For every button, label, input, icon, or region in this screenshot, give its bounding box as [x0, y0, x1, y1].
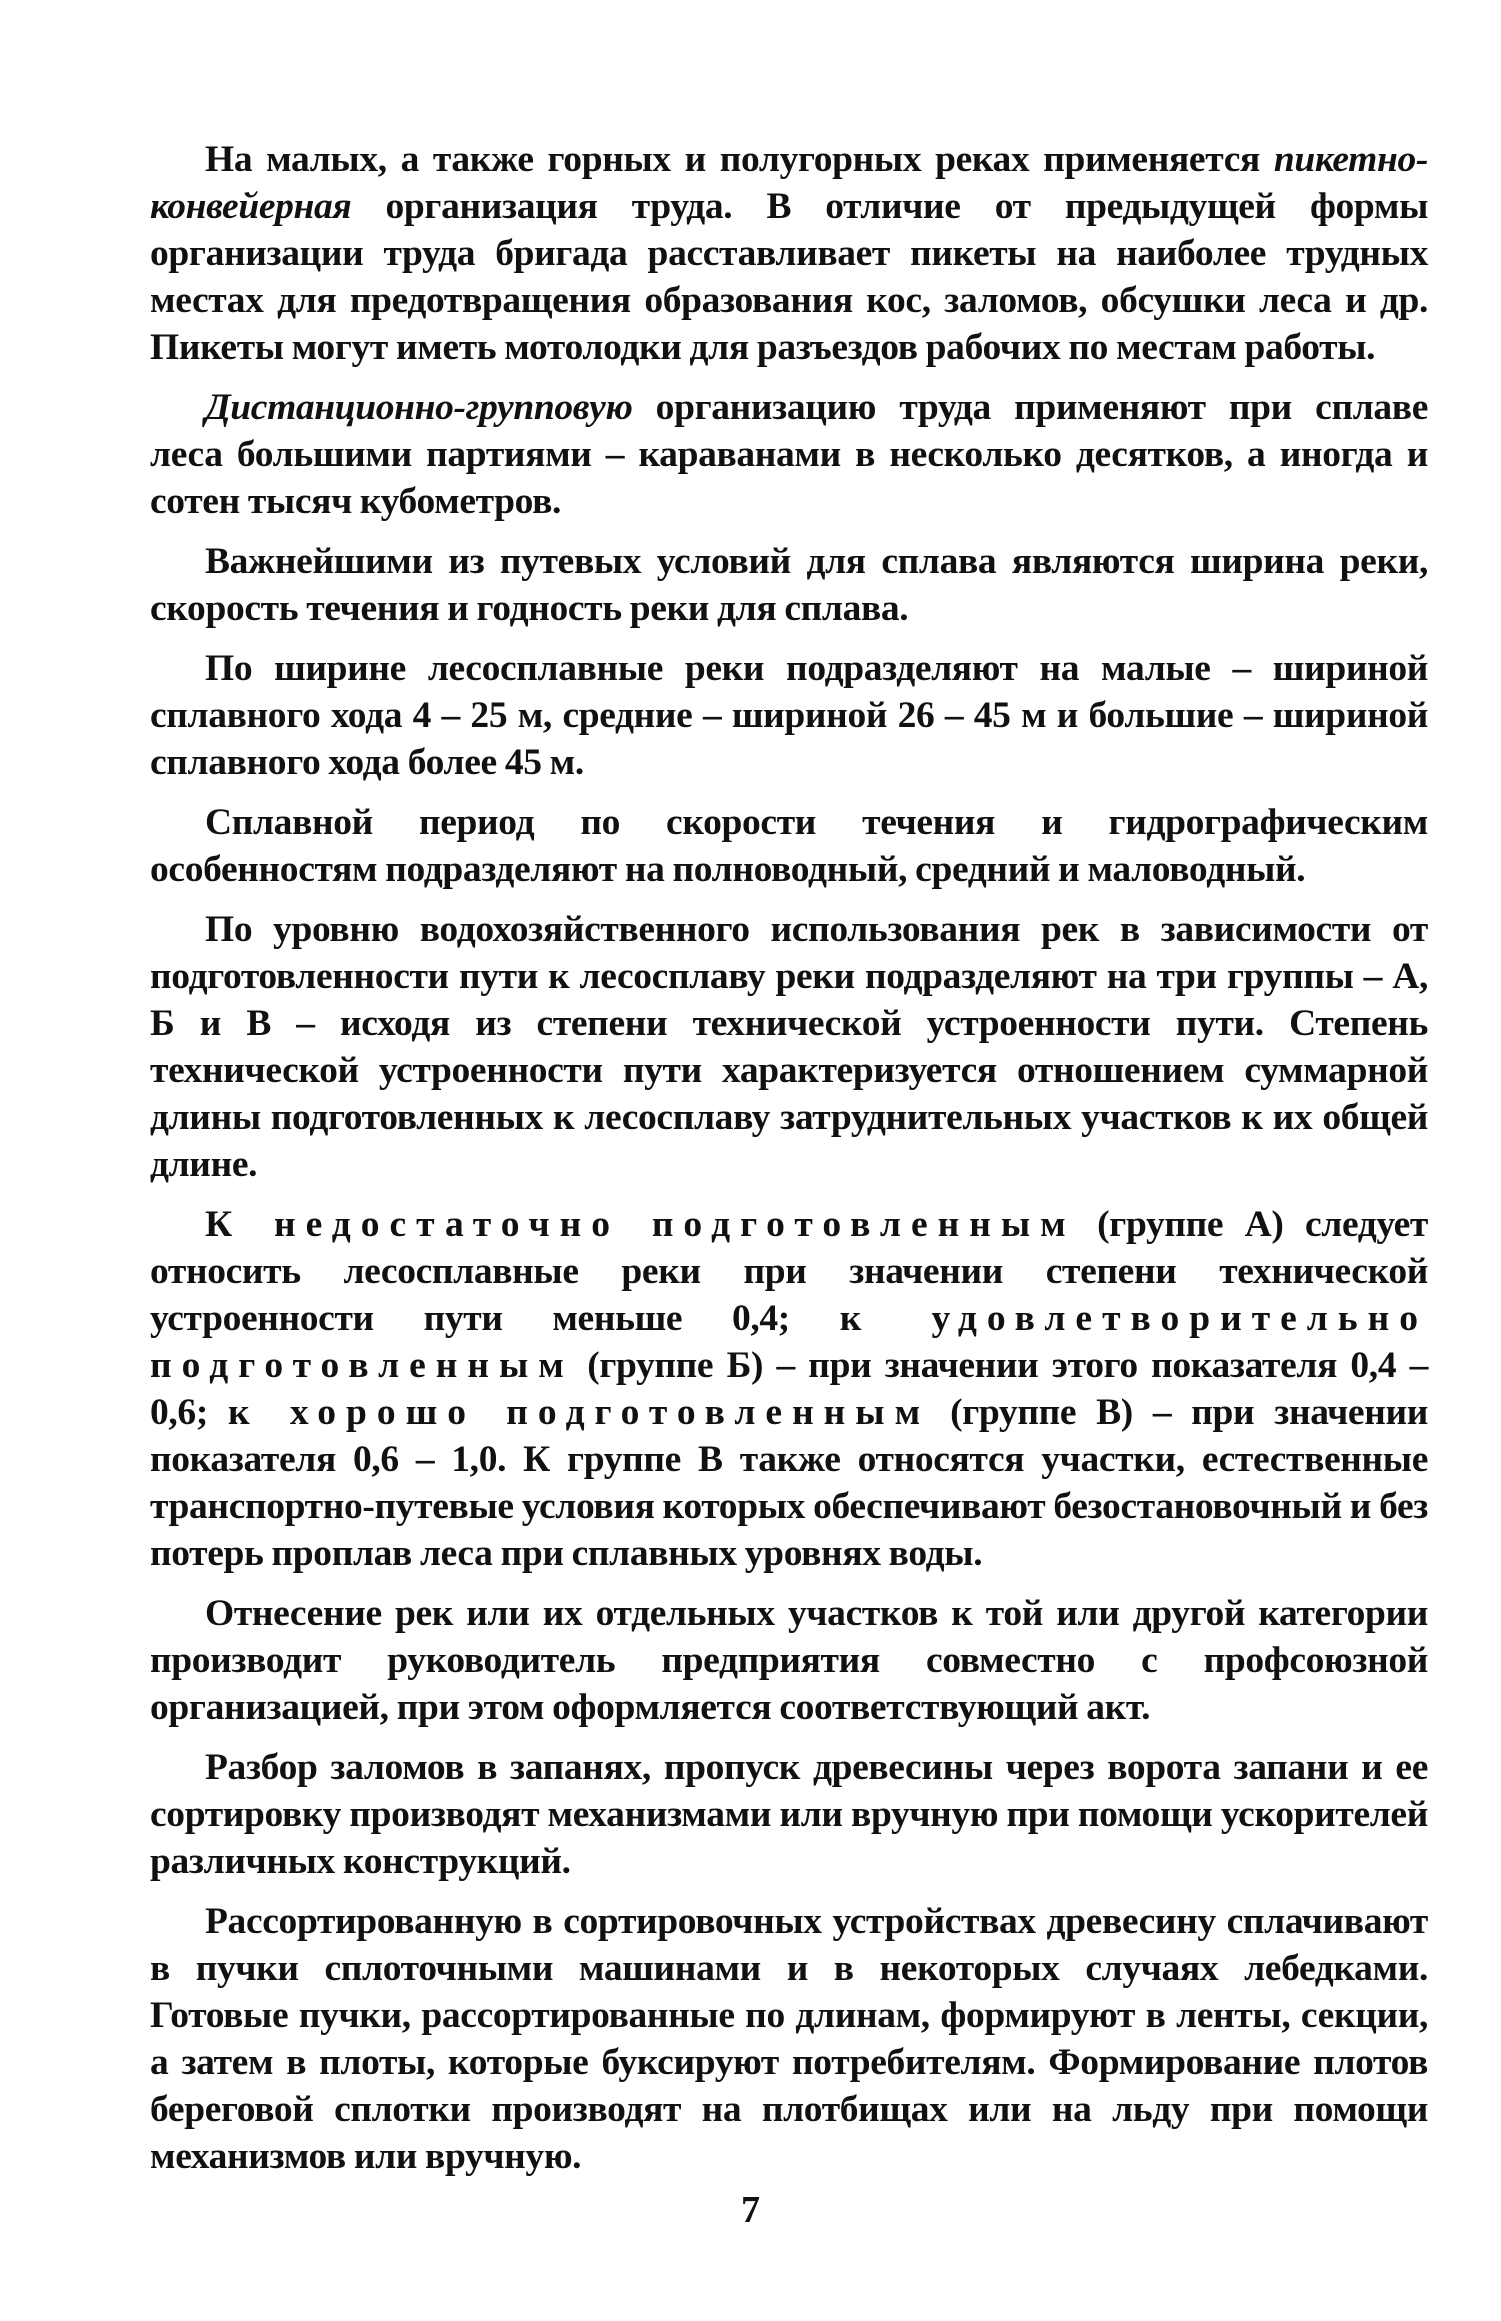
paragraph-3: Важнейшими из путевых условий для сплава являются ширина реки, скорость течения и годность реки для сплава.: [150, 541, 1428, 629]
paragraph-7-part-3: (группе В) – при значении показателя 0,6 – 1,0. К группе В также относятся участки, естественные транспортно-путевые условия которых обеспечивают безостановочный и без потерь проплав леса при сплавных уровнях воды.: [150, 1392, 1428, 1574]
paragraph-1-start: На малых, а также горных и полугорных реках применяется: [205, 139, 1274, 180]
paragraph-4: По ширине лесосплавные реки подразделяют на малые – шириной сплавного хода 4 – 25 м, средние – шириной 26 – 45 м и большие – шириной сплавного хода более 45 м.: [150, 648, 1428, 783]
paragraph-2-rest: организацию труда применяют при сплаве леса большими партиями – караванами в несколько десятков, а иногда и сотен тысяч кубометров.: [150, 387, 1428, 522]
paragraph-6: По уровню водохозяйственного использования рек в зависимости от подготовленности пути к лесосплаву реки подразделяют на три группы – А, Б и В – исходя из степени технической устроенности пути. Степень технической устроенности пути характеризуется отношением суммарной длины подготовленных к лесосплаву затруднительных участков к их общей длине.: [150, 909, 1428, 1185]
spaced-term-satisfactory: к удовлетворительно подготовленным: [150, 1298, 1428, 1386]
page-number: 7: [741, 2189, 760, 2231]
paragraph-8: Отнесение рек или их отдельных участков к той или другой категории производит руководитель предприятия совместно с профсоюзной организацией, при этом оформляется соответствующий акт.: [150, 1593, 1428, 1728]
paragraph-7-part-1: (группе А) следует относить лесосплавные реки при значении степени технической устроенности пути меньше 0,4;: [150, 1204, 1428, 1339]
spaced-term-good: к хорошо подготовленным: [227, 1392, 931, 1433]
paragraph-2: [150, 384, 1428, 525]
paragraph-5: Сплавной период по скорости течения и гидрографическим особенностям подразделяют на полноводный, средний и маловодный.: [150, 802, 1428, 890]
term-piketno-konveiernaya: пикетно-конвейерная: [150, 139, 1428, 227]
paragraph-1-rest: организация труда. В отличие от предыдущей формы организации труда бригада расставливает пикеты на наиболее трудных местах для предотвращения образования кос, заломов, обсушки леса и др. Пикеты могут иметь мотолодки для разъездов рабочих по местам работы.: [150, 186, 1428, 368]
paragraph-7-part-2: (группе Б) – при значении этого показателя 0,4 – 0,6;: [150, 1345, 1428, 1433]
paragraph-10: Рассортированную в сортировочных устройствах древесину сплачивают в пучки сплоточными машинами и в некоторых случаях лебедками. Готовые пучки, рассортированные по длинам, формируют в ленты, секции, а затем в плоты, которые буксируют потребителям. Формирование плотов береговой сплотки производят на плотбищах или на льду при помощи механизмов или вручную.: [150, 1901, 1428, 2177]
paragraph-7: [150, 1201, 1428, 1577]
body-text: [150, 136, 1428, 2193]
term-distantsionno-gruppovuyu: Дистанционно-групповую: [205, 387, 633, 428]
paragraph-9: Разбор заломов в запанях, пропуск древесины через ворота запани и ее сортировку производят механизмами или вручную при помощи ускорителей различных конструкций.: [150, 1747, 1428, 1882]
paragraph-1: [150, 136, 1428, 371]
spaced-term-insufficient: К недостаточно подготовленным: [205, 1204, 1076, 1245]
